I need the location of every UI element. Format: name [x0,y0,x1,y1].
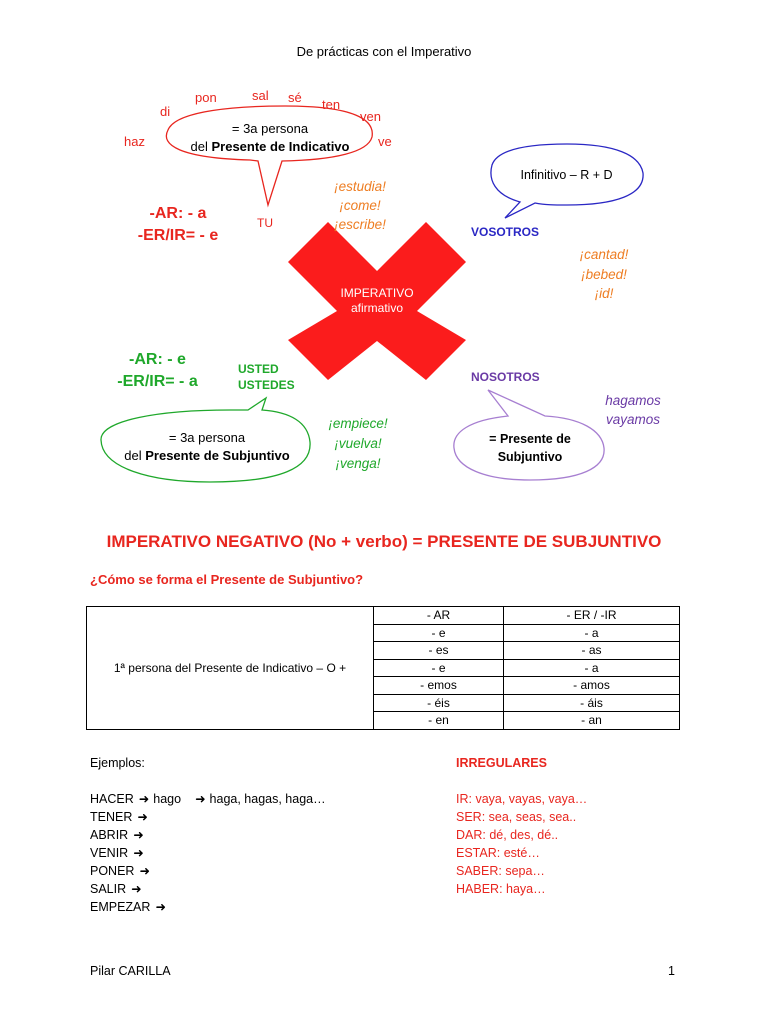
center-label [317,286,437,316]
tu-label: TU [257,216,273,230]
arrow-icon: ➜ [131,882,142,896]
arrow-icon: ➜ [155,900,166,914]
table-row [87,607,680,625]
arrow-icon: ➜ [138,792,150,806]
ar-ending-cell: - es [374,642,504,660]
tu-form: ten [322,97,341,112]
tu-bubble-line2-bold: Presente de Indicativo [211,139,350,154]
er-ir-ending-cell: - as [504,642,680,660]
center-label-line1: IMPERATIVO [340,286,414,300]
vosotros-label: VOSOTROS [471,225,540,239]
example-verb: ABRIR [90,828,129,842]
example-form: hago [153,792,182,806]
vosotros-example: ¡bebed! [581,266,627,282]
irregular-item: SABER: sepa… [456,864,545,878]
conjugation-table [86,606,680,730]
vosotros-example: ¡id! [594,286,614,301]
usted-bubble-line2-bold: Presente de Subjuntivo [145,448,290,463]
usted-example: ¡empiece! [328,416,388,431]
tu-form: ve [378,134,392,149]
example-item [90,862,326,880]
usted-label [238,361,295,393]
usted-rule [100,349,215,393]
vosotros-bubble-text: Infinitivo – R + D [520,168,613,182]
page-title: De prácticas con el Imperativo [296,44,472,59]
tu-example: ¡escribe! [334,217,386,232]
arrow-icon: ➜ [195,792,206,806]
er-ir-ending-cell: - ER / -IR [504,607,680,625]
tu-rule-line1: -AR: - a [149,205,207,222]
example-item [90,880,326,898]
irregular-item: ESTAR: esté… [456,846,540,860]
page-number: 1 [668,964,675,978]
tu-form: pon [195,90,217,105]
example-verb: HACER [90,792,134,806]
irregular-item: IR: vaya, vayas, vaya… [456,792,588,806]
arrow-icon: ➜ [137,810,148,824]
nosotros-example: hagamos [605,393,661,408]
usted-example: ¡vuelva! [334,436,382,451]
example-verb: PONER [90,864,135,878]
examples-list [90,790,326,916]
nosotros-examples [596,391,670,429]
ar-ending-cell: - AR [374,607,504,625]
ar-ending-cell: - éis [374,694,504,712]
arrow-icon: ➜ [139,864,150,878]
examples-title: Ejemplos: [90,756,145,770]
tu-form: haz [124,134,145,149]
tu-form: sal [252,88,269,103]
table-lead-cell: 1ª persona del Presente de Indicativo – O + [87,607,374,730]
irregular-item: DAR: dé, des, dé.. [456,828,559,842]
tu-form: ven [360,109,381,124]
usted-rule-line2: -ER/IR= - a [117,373,198,390]
example-verb: TENER [90,810,133,824]
tu-example: ¡come! [339,198,381,213]
irregular-item: SER: sea, seas, sea.. [456,810,577,824]
formation-question: ¿Cómo se forma el Presente de Subjuntivo? [90,572,364,587]
irregulares-title: IRREGULARES [456,756,547,770]
usted-bubble-line1: = 3a persona [168,430,246,445]
nosotros-bubble-text [460,430,600,466]
tu-bubble-line1: = 3a persona [231,121,309,136]
ar-ending-cell: - emos [374,677,504,695]
irregulares-list [456,790,587,898]
er-ir-ending-cell: - áis [504,694,680,712]
usted-bubble-line2-prefix: del [124,448,146,463]
er-ir-ending-cell: - a [504,624,680,642]
tu-bubble-line2 [170,138,370,156]
irregular-item: HABER: haya… [456,882,546,896]
usted-label-line2: USTEDES [238,378,295,392]
er-ir-ending-cell: - a [504,659,680,677]
example-item [90,808,326,826]
usted-examples [318,414,398,474]
usted-bubble-line2 [104,447,310,465]
arrow-icon: ➜ [133,828,144,842]
example-item [90,844,326,862]
nosotros-bubble-line2: Subjuntivo [497,450,563,464]
usted-rule-line1: -AR: - e [129,351,186,368]
er-ir-ending-cell: - amos [504,677,680,695]
tu-examples [320,177,400,234]
vosotros-example: ¡cantad! [579,247,629,262]
vosotros-examples [560,245,648,304]
center-label-line2: afirmativo [350,301,403,315]
usted-example: ¡venga! [335,456,381,471]
example-item [90,826,326,844]
example-item [90,898,326,916]
tu-rule-line2: -ER/IR= - e [137,227,219,244]
tu-bubble-line2-prefix: del [190,139,212,154]
nosotros-example: vayamos [605,412,661,427]
usted-bubble-text [104,429,310,465]
example-verb: SALIR [90,882,127,896]
tu-form: di [160,104,171,119]
example-item [90,790,326,808]
ar-ending-cell: - e [374,624,504,642]
example-verb: EMPEZAR [90,900,151,914]
tu-rule [118,203,238,247]
tu-example: ¡estudia! [334,179,386,194]
example-subjunctive-forms: haga, hagas, haga… [209,792,326,806]
tu-form: sé [288,90,302,105]
negative-heading: IMPERATIVO NEGATIVO (No + verbo) = PRESENTE DE SUBJUNTIVO [106,532,662,551]
footer-author: Pilar CARILLA [90,964,171,978]
arrow-icon: ➜ [133,846,144,860]
usted-label-line1: USTED [238,362,279,376]
example-verb: VENIR [90,846,129,860]
nosotros-bubble-line1: = Presente de [489,432,571,446]
ar-ending-cell: - en [374,712,504,730]
tu-bubble-text [170,120,370,156]
ar-ending-cell: - e [374,659,504,677]
nosotros-label: NOSOTROS [471,370,540,384]
er-ir-ending-cell: - an [504,712,680,730]
